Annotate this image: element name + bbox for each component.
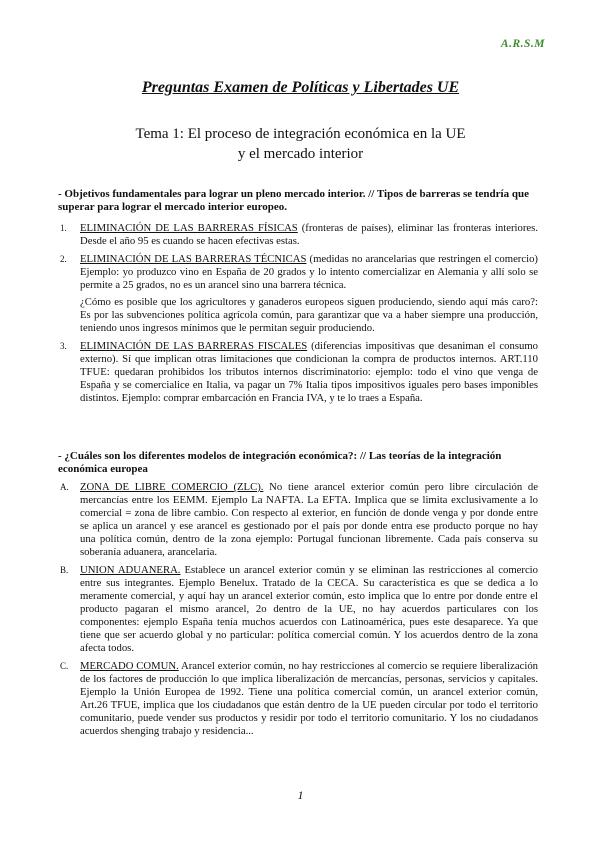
- author-initials: A.R.S.M: [500, 38, 545, 50]
- list-item-title: UNION ADUANERA.: [80, 564, 181, 576]
- list-item-title: ELIMINACIÓN DE LAS BARRERAS FÍSICAS: [80, 222, 298, 234]
- list-item-text: (diferencias impositivas que desaniman el consumo externo). Sí que implican otras limitaciones que condicionan la compra de productos internos. ART.110 TFUE: quedaran prohibidos los tributos internos discriminatorio: ejemplo: todo el vino que venga de España y se comercialice en Italia, va pagar un 7% Italia tipos impositivos iguales pero bases imponibles distintos. Ejemplo: comprar embarcación en Francia IVA, y te lo traes a España.: [80, 340, 538, 404]
- list-item-title: ELIMINACIÓN DE LAS BARRERAS TÉCNICAS: [80, 253, 307, 265]
- list-item-marker: 2.: [60, 254, 67, 264]
- list-item-marker: 3.: [60, 341, 67, 351]
- list-item-marker: B.: [60, 565, 69, 575]
- list-item-title: ZONA DE LIBRE COMERCIO (ZLC).: [80, 481, 264, 493]
- list-item: [58, 222, 538, 248]
- list-item-text: Arancel exterior común, no hay restricciones al comercio se requiere liberalización de los factores de producción lo que implica liberalización de mercancías, personas, servicios y capitales. Ejemplo la Unión Europea de 1992. Tiene una política comercial común, un arancel exterior común, Art.26 TFUE, implica que los ciudadanos que están dentro de la UE pueden circular por todo el territorio comunitario, puede vender sus productos y residir por todo el territorio comunitario. Y los no ciudadanos acuerdos shenging trabajo y residencia...: [80, 660, 539, 737]
- list-item-text: Establece un arancel exterior común y se eliminan las restricciones al comercio entre sus integrantes. Ejemplo Benelux. Tratado de la CECA. Su característica es que se dedica a lo meramente comercial, y aquí hay un arancel exterior común, esto implica que lo entre por donde entre el producto pagaran el mismo arancel, 2o dentro de la UE, no hay acuerdos particulares con los componentes: ejemplo España tenía muchos acuerdos con Latinoamérica, pues este desaparece. Ya que tiene que ser acuerdo global y no particular: política comercial común. Y los acuerdos dentro de la zona afecta todos.: [80, 564, 539, 654]
- list-item-marker: C.: [60, 661, 69, 671]
- list-item-text: (medidas no arancelarias que restringen el comercio) Ejemplo: yo produzco vino en España de 20 grados y lo intento comercializar en Alemania y allí solo se permite a 25 grados, no es un arancel sino una barrera técnica.: [80, 253, 538, 291]
- list-item: [58, 253, 538, 335]
- section-1-heading: - Objetivos fundamentales para lograr un pleno mercado interior. // Tipos de barreras se tendría que superar para lograr el mercado interior europeo.: [58, 188, 529, 213]
- list-item: [58, 340, 538, 405]
- list-item-text: No tiene arancel exterior común pero libre circulación de mercancías entre los EEMM. Ejemplo La NAFTA. La EFTA. Implica que se limita exclusivamente a lo comercial = zona de libre cambio. Con respecto al exterior, en función de donde venga y por donde entre se aplica un arancel y ese arancel es gestionado por el país por donde entra ese producto porque no hay una política común, dentro de la zona ejemplo: Portugal funcionan libremente. Cada país conserva su soberanía aduanera, arancelaria.: [80, 481, 538, 558]
- page-number: 1: [297, 788, 304, 802]
- list-item: [58, 564, 538, 655]
- list-item-text: (fronteras de países), eliminar las fronteras interiores. Desde el año 95 es cuando se hacen efectivas estas.: [80, 222, 538, 247]
- list-item: [58, 660, 538, 738]
- section-2-list: [58, 481, 538, 743]
- section-2-heading: - ¿Cuáles son los diferentes modelos de integración económica?: // Las teorías de la integración económica europea: [58, 450, 502, 475]
- document-title: Preguntas Examen de Políticas y Libertades UE: [141, 79, 460, 96]
- topic-title-line-1: Tema 1: El proceso de integración económica en la UE: [135, 126, 466, 142]
- list-item-title: ELIMINACIÓN DE LAS BARRERAS FISCALES: [80, 340, 308, 352]
- list-item-marker: 1.: [60, 223, 67, 233]
- list-item: [58, 481, 538, 559]
- list-item-note: ¿Cómo es posible que los agricultores y ganaderos europeos siguen produciendo, siendo aquí más caro?: Es por las subvenciones política agrícola común, para garantizar que va a haber siempre una producción, teniendo unos ingresos mínimos que le permitan seguir produciendo.: [80, 296, 538, 334]
- list-item-title: MERCADO COMUN.: [80, 660, 179, 672]
- topic-title-line-2: y el mercado interior: [237, 146, 364, 162]
- section-1-list: [58, 222, 538, 410]
- list-item-marker: A.: [60, 482, 69, 492]
- topic-title: [0, 124, 601, 164]
